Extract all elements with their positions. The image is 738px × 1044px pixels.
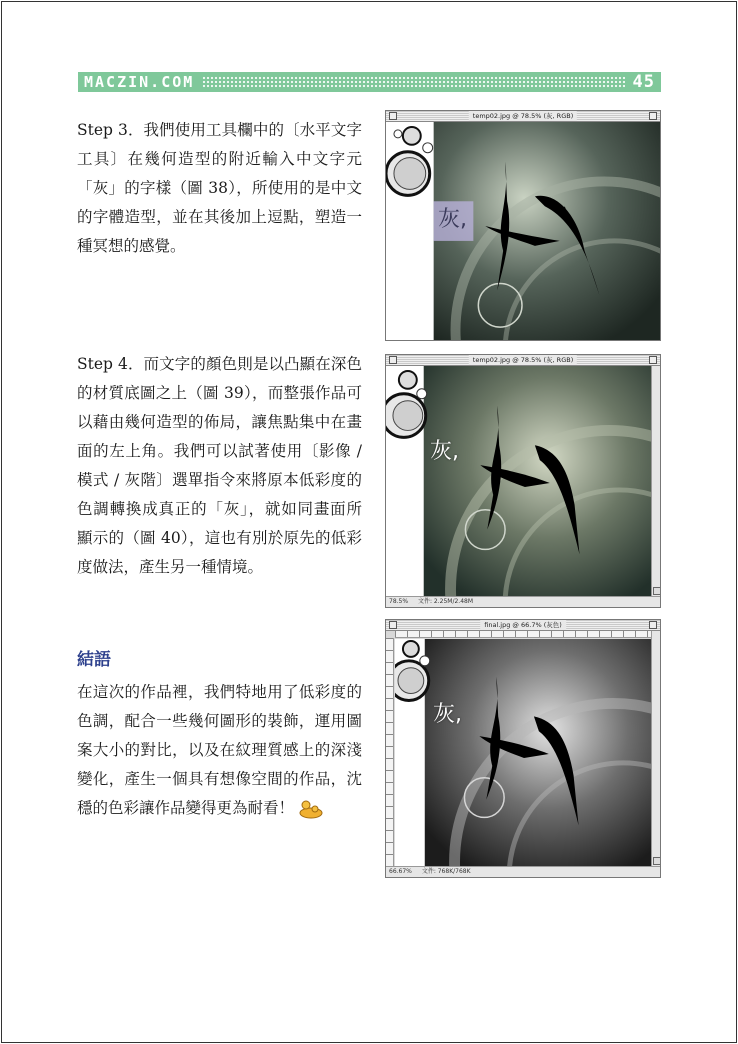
window-titlebar [386, 620, 660, 631]
zoom-box-icon[interactable] [649, 621, 657, 629]
thumbs-up-icon [298, 799, 324, 819]
artwork-image [386, 122, 660, 340]
conclusion-heading: 結語 [77, 650, 111, 670]
vertical-scrollbar[interactable] [651, 631, 660, 866]
close-box-icon[interactable] [389, 112, 397, 120]
zoom-box-icon[interactable] [649, 112, 657, 120]
site-name: MACZIN.COM [84, 73, 195, 91]
artwork-canvas [395, 639, 651, 866]
header-bar [78, 72, 661, 92]
window-title: temp02.jpg @ 78.5% (灰, RGB) [469, 111, 577, 121]
doc-size: 文件: 768K/768K [421, 868, 471, 875]
vertical-scrollbar[interactable] [651, 366, 660, 596]
conclusion-paragraph [77, 678, 362, 823]
artwork-image [386, 366, 651, 596]
window-title: final.jpg @ 66.7% (灰色) [480, 620, 566, 630]
step3-paragraph: Step 3．我們使用工具欄中的〔水平文字工具〕在幾何造型的附近輸入中文字元「灰」的字樣（圖 38），所使用的是中文的字體造型，並在其後加上逗點，塑造一種冥想的感覺。 [77, 121, 362, 255]
header-dot-pattern [202, 76, 624, 88]
figure-39-window [385, 354, 661, 608]
doc-size: 文件: 2.25M/2.48M [417, 598, 474, 605]
zoom-level[interactable]: 66.67% [389, 868, 412, 875]
zoom-box-icon[interactable] [649, 356, 657, 364]
figure-38-window [385, 110, 661, 341]
window-titlebar [386, 111, 660, 122]
step4-paragraph: Step 4．而文字的顏色則是以凸顯在深色的材質底圖之上（圖 39），而整張作品可以藉由幾何造型的佈局，讓焦點集中在畫面的左上角。我們可以試著使用〔影像 / 模式 / 灰階〕選單指令來將原本低彩度的色調轉換成真正的「灰」，就如同畫面所顯示的（圖 40），這也有別於原先的低彩度做法，產生另一種情境。 [77, 355, 362, 576]
page-number: 45 [632, 72, 655, 92]
artwork-text: 灰, [433, 702, 462, 727]
status-bar [386, 866, 660, 877]
window-titlebar [386, 355, 660, 366]
artwork-canvas [386, 122, 660, 340]
zoom-level[interactable]: 78.5% [389, 598, 409, 605]
horizontal-ruler [395, 631, 651, 638]
artwork-canvas [386, 366, 651, 596]
close-box-icon[interactable] [389, 621, 397, 629]
close-box-icon[interactable] [389, 356, 397, 364]
artwork-image [395, 639, 651, 866]
conclusion-text: 在這次的作品裡，我們特地用了低彩度的色調，配合一些幾何圖形的裝飾，運用圖案大小的對比，以及在紋理質感上的深淺變化，產生一個具有想像空間的作品，沈穩的色彩讓作品變得更為耐看！ [77, 683, 362, 817]
artwork-text: 灰, [438, 207, 467, 232]
status-bar [386, 596, 660, 607]
window-title: temp02.jpg @ 78.5% (灰, RGB) [469, 355, 577, 365]
figure-40-window [385, 619, 661, 878]
artwork-text: 灰, [430, 439, 459, 464]
vertical-ruler [386, 638, 394, 866]
